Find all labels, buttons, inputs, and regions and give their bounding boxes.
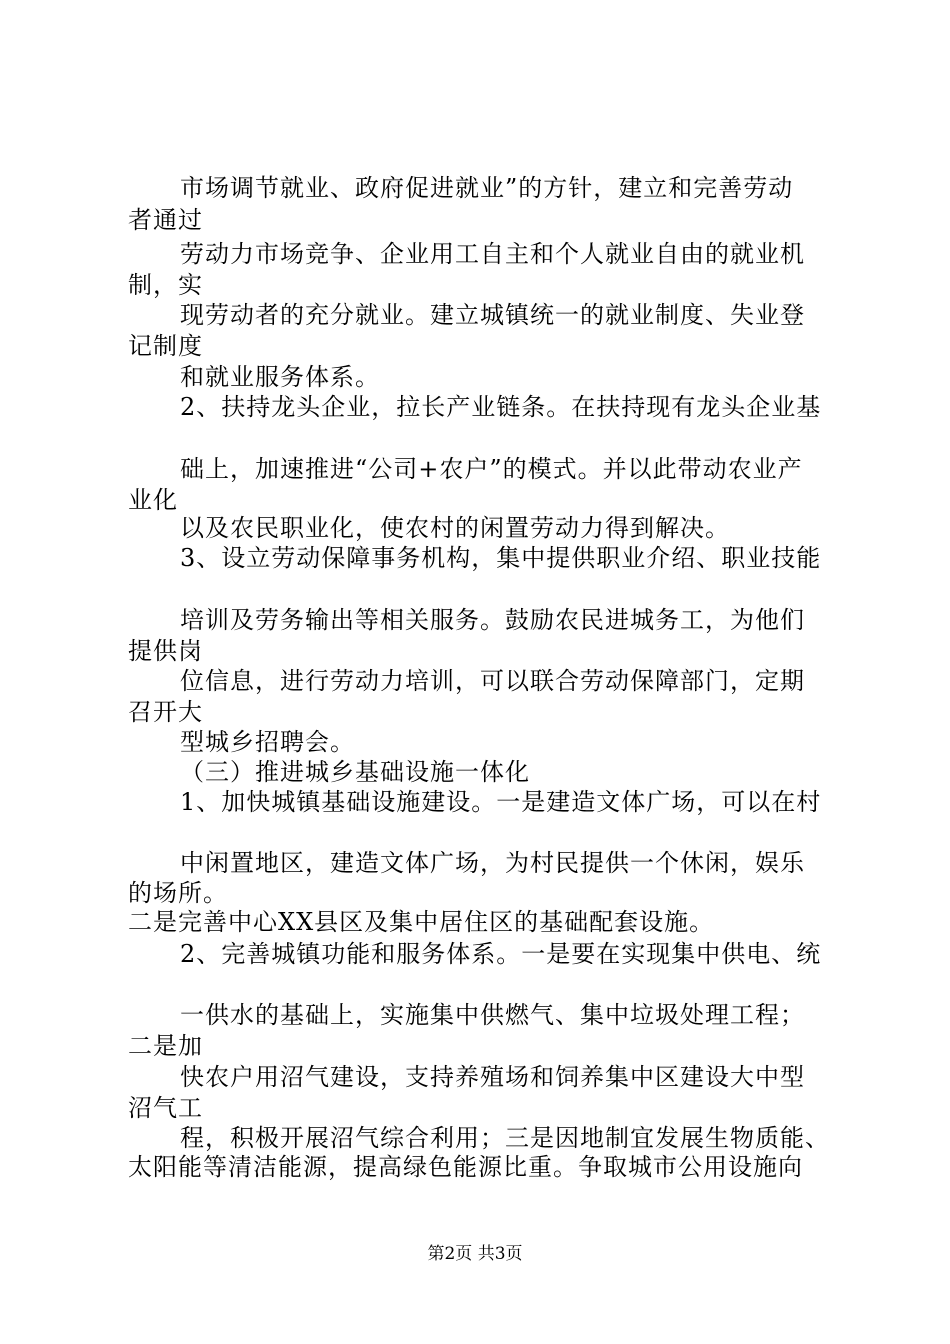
text-line: 型城乡招聘会。 <box>180 728 355 756</box>
text-line: 程，积极开展沼气综合利用；三是因地制宜发展生物质能、 <box>180 1124 830 1152</box>
page-footer: 第2页 共3页 <box>427 1244 523 1264</box>
text-line: 的场所。 <box>128 879 228 907</box>
text-line: 二是完善中心XX县区及集中居住区的基础配套设施。 <box>128 908 715 936</box>
text-line: 1、加快城镇基础设施建设。一是建造文体广场，可以在村 <box>180 788 822 816</box>
text-line: 市场调节就业、政府促进就业”的方针，建立和完善劳动 <box>180 174 794 202</box>
text-line: 培训及劳务输出等相关服务。鼓励农民进城务工，为他们 <box>180 606 805 634</box>
text-line: 沼气工 <box>128 1094 203 1122</box>
text-line: 劳动力市场竞争、企业用工自主和个人就业自由的就业机 <box>180 240 805 268</box>
text-line: 中闲置地区，建造文体广场，为村民提供一个休闲，娱乐 <box>180 849 805 877</box>
section-heading: （三）推进城乡基础设施一体化 <box>180 758 530 786</box>
text-line: 2、扶持龙头企业，拉长产业链条。在扶持现有龙头企业基 <box>180 393 822 421</box>
text-line: 召开大 <box>128 698 203 726</box>
text-line: 记制度 <box>128 332 203 360</box>
text-line: 太阳能等清洁能源，提高绿色能源比重。争取城市公用设施向 <box>128 1153 803 1181</box>
text-line: 快农户用沼气建设，支持养殖场和饲养集中区建设大中型 <box>180 1063 805 1091</box>
text-line: 者通过 <box>128 206 203 234</box>
text-line: 和就业服务体系。 <box>180 363 380 391</box>
text-line: 提供岗 <box>128 637 203 665</box>
text-line: 二是加 <box>128 1032 203 1060</box>
text-line: 础上，加速推进“公司+农户”的模式。并以此带动农业产 <box>180 455 803 483</box>
text-line: 一供水的基础上，实施集中供燃气、集中垃圾处理工程； <box>180 1001 805 1029</box>
text-line: 以及农民职业化，使农村的闲置劳动力得到解决。 <box>180 514 730 542</box>
text-line: 现劳动者的充分就业。建立城镇统一的就业制度、失业登 <box>180 301 805 329</box>
text-line: 位信息，进行劳动力培训，可以联合劳动保障部门，定期 <box>180 667 805 695</box>
text-line: 3、设立劳动保障事务机构，集中提供职业介绍、职业技能 <box>180 544 822 572</box>
text-line: 制，实 <box>128 271 203 299</box>
text-line: 业化 <box>128 486 178 514</box>
text-line: 2、完善城镇功能和服务体系。一是要在实现集中供电、统 <box>180 940 822 968</box>
